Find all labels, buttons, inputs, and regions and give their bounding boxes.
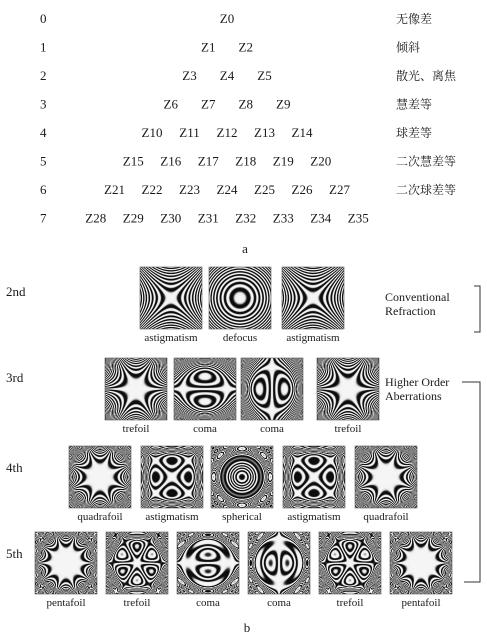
wavefront-tile [69,446,131,508]
aberration-label: trefoil [123,597,151,609]
wavefront-pattern [140,267,202,329]
wavefront-pattern [106,532,168,594]
wavefront-pattern [69,446,131,508]
zernike-term: Z2 [238,39,253,55]
aberration-description: 二次球差等 [396,183,457,197]
aberration-label: coma [193,423,217,435]
zernike-term: Z13 [254,125,275,140]
order-number: 0 [40,11,47,26]
wavefront-tile [105,358,167,420]
wavefront-tile [211,446,273,508]
zernike-term: Z18 [235,153,257,169]
zernike-term: Z27 [329,182,350,197]
order-label: 3rd [6,370,24,385]
wavefront-pattern [241,358,303,420]
aberration-label: astigmatism [287,511,341,523]
aberration-label: trefoil [334,423,362,435]
zernike-term: Z19 [272,153,294,169]
zernike-term: Z23 [179,182,200,197]
zernike-term: Z1 [201,39,216,55]
aberration-description: 倾斜 [396,40,421,55]
wavefront-pattern [174,358,236,420]
wavefront-pattern [317,358,379,420]
order-label: 5th [6,546,23,561]
order-number: 7 [40,210,47,226]
wavefront-tile [241,358,303,420]
wavefront-pattern [177,532,239,594]
zernike-term: Z3 [182,68,197,83]
zernike-term: Z6 [163,96,178,112]
zernike-term: Z11 [179,125,200,140]
aberration-description: 球差等 [396,126,433,140]
wavefront-pattern [209,267,271,329]
wavefront-tile [35,532,97,594]
wavefront-pattern [390,532,452,594]
aberration-label: spherical [222,511,262,523]
aberration-description: 慧差等 [396,97,433,112]
zernike-term: Z26 [291,182,313,197]
zernike-term: Z30 [160,210,182,226]
wavefront-tile [317,358,379,420]
order-label: 2nd [6,284,26,299]
wavefront-pattern [355,446,417,508]
wavefront-pattern [105,358,167,420]
zernike-term: Z31 [197,210,219,226]
aberration-description: 无像差 [396,12,433,26]
wavefront-pattern [319,532,381,594]
zernike-term: Z7 [201,96,216,112]
wavefront-tile [282,267,344,329]
aberration-label: defocus [222,332,258,344]
wavefront-tile [174,358,236,420]
aberration-description: 二次慧差等 [396,154,457,169]
aberration-label: coma [260,423,284,435]
zernike-term: Z4 [219,68,235,83]
zernike-term: Z9 [276,96,291,112]
group-label-conventional: Refraction [385,304,436,318]
zernike-term: Z33 [272,210,294,226]
aberration-label: pentafoil [46,597,86,609]
zernike-term: Z29 [122,210,144,226]
wavefront-tile [140,267,202,329]
zernike-term: Z5 [257,68,272,83]
order-number: 1 [40,39,47,55]
wavefront-pattern [282,267,344,329]
aberration-label: coma [267,597,291,609]
wavefront-tile [209,267,271,329]
zernike-term: Z14 [291,125,313,140]
aberration-label: quadrafoil [363,511,409,523]
bracket-higher-order [462,382,480,582]
wavefront-tile [106,532,168,594]
zernike-term: Z17 [197,153,219,169]
zernike-term: Z21 [104,182,125,197]
zernike-term: Z35 [347,210,369,226]
order-number: 4 [40,125,47,140]
aberration-label: pentafoil [401,597,441,609]
zernike-term: Z24 [216,182,238,197]
zernike-term: Z8 [238,96,253,112]
wavefront-pattern [248,532,310,594]
wavefront-tile [319,532,381,594]
group-label-higher-order: Aberrations [385,389,442,403]
aberration-label: astigmatism [286,332,340,344]
zernike-term: Z28 [85,210,107,226]
wavefront-tile [248,532,310,594]
bracket-conventional [474,286,480,332]
zernike-term: Z0 [219,11,235,26]
caption-b: b [243,620,251,635]
order-number: 5 [40,153,47,169]
aberration-label: quadrafoil [77,511,123,523]
aberration-description: 散光、离焦 [396,69,457,83]
aberration-label: coma [196,597,220,609]
zernike-term: Z20 [310,153,332,169]
order-number: 6 [40,182,47,197]
zernike-term: Z15 [122,153,144,169]
zernike-term: Z25 [254,182,275,197]
aberration-label: astigmatism [144,332,198,344]
aberration-label: astigmatism [145,511,199,523]
wavefront-pattern [211,446,273,508]
zernike-term: Z12 [216,125,238,140]
zernike-term: Z32 [235,210,257,226]
zernike-term: Z22 [141,182,163,197]
wavefront-tile [355,446,417,508]
aberration-label: trefoil [122,423,150,435]
zernike-term: Z10 [141,125,163,140]
group-label-conventional: Conventional [385,290,450,304]
order-number: 3 [40,96,47,112]
zernike-term: Z34 [310,210,332,226]
order-number: 2 [40,68,47,83]
wavefront-pattern [283,446,345,508]
order-label: 4th [6,460,23,475]
zernike-term: Z16 [160,153,182,169]
wavefront-tile [390,532,452,594]
aberration-label: trefoil [336,597,364,609]
caption-a: a [242,241,248,256]
wavefront-pattern [35,532,97,594]
part-b-wavefront-grid [6,267,480,635]
group-label-higher-order: Higher Order [385,375,450,389]
wavefront-tile [141,446,203,508]
part-a-pyramid [40,11,457,256]
wavefront-pattern [141,446,203,508]
wavefront-tile [283,446,345,508]
wavefront-tile [177,532,239,594]
